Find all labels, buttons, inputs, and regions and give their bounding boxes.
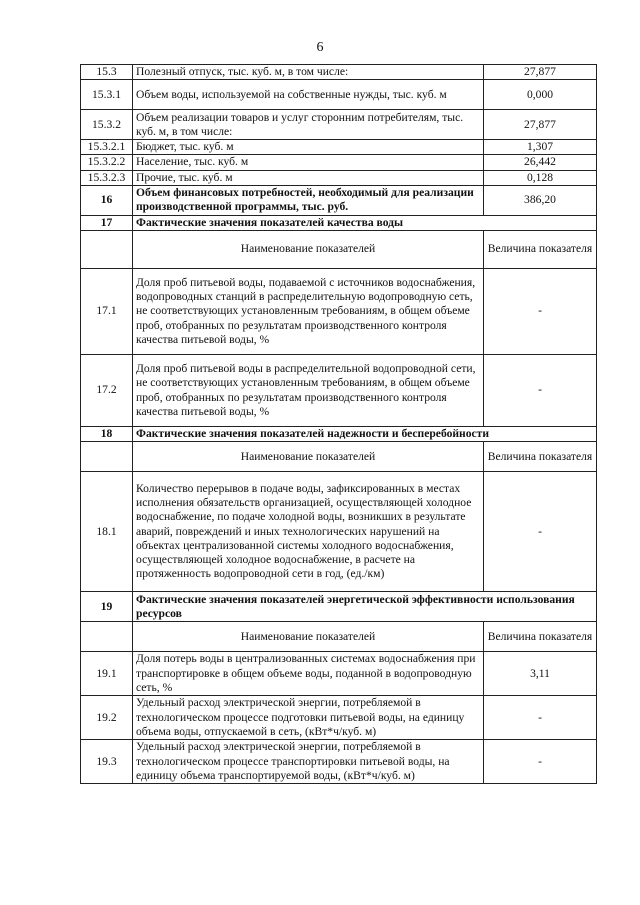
row-text: Прочие, тыс. куб. м	[133, 170, 484, 185]
row-text: Удельный расход электрической энергии, потребляемой в технологическом процессе подготовки питьевой воды, на единицу объема воды, отпускаемой в сеть, (кВт*ч/куб. м)	[133, 696, 484, 740]
section-title	[133, 592, 597, 622]
row-value: 26,442	[484, 155, 597, 170]
column-header-name: Наименование показателей	[133, 231, 484, 269]
row-value: 0,000	[484, 80, 597, 110]
table-row	[81, 110, 597, 140]
row-number	[81, 215, 133, 230]
column-header-name: Наименование показателей	[133, 622, 484, 652]
row-text: Бюджет, тыс. куб. м	[133, 140, 484, 155]
row-number: 19.1	[81, 652, 133, 696]
section-row	[81, 427, 597, 442]
table-row	[81, 696, 597, 740]
row-text: Объем реализации товаров и услуг сторонним потребителям, тыс. куб. м, в том числе:	[133, 110, 484, 140]
row-value: 0,128	[484, 170, 597, 185]
row-text: Количество перерывов в подаче воды, зафиксированных в местах исполнения обязательств организацией, осуществляющей холодное водоснабжение, по подаче холодной воды, возникших в результате аварий, повреждений и иных технологических нарушений на объектах централизованной системы холодного водоснабжения, осуществляющей холодное водоснабжение, в расчете на протяженность водопроводной сети в год, (ед./км)	[133, 472, 484, 592]
empty-cell	[81, 622, 133, 652]
row-number-text: 16	[100, 193, 113, 207]
page-number: 6	[316, 40, 324, 55]
row-number: 15.3.1	[81, 80, 133, 110]
row-number: 15.3.2.3	[81, 170, 133, 185]
row-value: 386,20	[484, 185, 597, 215]
subheader-row	[81, 622, 597, 652]
subheader-row	[81, 442, 597, 472]
section-title	[133, 427, 597, 442]
row-number: 15.3.2	[81, 110, 133, 140]
row-value: 27,877	[484, 110, 597, 140]
table-row	[81, 80, 597, 110]
table-row	[81, 65, 597, 80]
section-title-text: Фактические значения показателей качества воды	[136, 215, 404, 229]
column-header-value: Величина показателя	[484, 231, 597, 269]
table-row	[81, 652, 597, 696]
row-text	[133, 185, 484, 215]
row-number: 18.1	[81, 472, 133, 592]
section-title	[133, 215, 597, 230]
row-value: -	[484, 355, 597, 427]
row-number: 19.3	[81, 740, 133, 784]
row-number: 17.1	[81, 269, 133, 355]
table-row	[81, 740, 597, 784]
row-number: 15.3	[81, 65, 133, 80]
column-header-value: Величина показателя	[484, 622, 597, 652]
row-number	[81, 592, 133, 622]
table-row	[81, 155, 597, 170]
row-text: Доля проб питьевой воды, подаваемой с источников водоснабжения, водопроводных станций в распределительную водопроводную сеть, не соответствующих установленным требованиям, в общем объеме проб, отобранных по результатам производственного контроля качества питьевой воды, %	[133, 269, 484, 355]
row-value: -	[484, 740, 597, 784]
column-header-name: Наименование показателей	[133, 442, 484, 472]
row-number: 15.3.2.1	[81, 140, 133, 155]
table-row	[81, 472, 597, 592]
row-text: Население, тыс. куб. м	[133, 155, 484, 170]
table-row	[81, 269, 597, 355]
row-number-text: 19	[100, 599, 113, 613]
row-value: -	[484, 269, 597, 355]
table-row	[81, 140, 597, 155]
row-value: -	[484, 696, 597, 740]
section-row	[81, 592, 597, 622]
subheader-row	[81, 231, 597, 269]
row-text: Доля проб питьевой воды в распределительной водопроводной сети, не соответствующих установленным требованиям, в общем объеме проб, отобранных по результатам производственного контроля качества питьевой воды, %	[133, 355, 484, 427]
row-number: 15.3.2.2	[81, 155, 133, 170]
row-number-text: 17	[100, 215, 113, 229]
section-title-text: Фактические значения показателей энергетической эффективности использования ресурсов	[136, 592, 575, 620]
row-text-bold: Объем финансовых потребностей, необходимый для реализации производственной программы, тыс. руб.	[136, 186, 474, 214]
empty-cell	[81, 231, 133, 269]
indicators-table	[80, 64, 597, 784]
empty-cell	[81, 442, 133, 472]
table-row	[81, 170, 597, 185]
row-number: 17.2	[81, 355, 133, 427]
row-text: Объем воды, используемой на собственные нужды, тыс. куб. м	[133, 80, 484, 110]
row-value: -	[484, 472, 597, 592]
section-row	[81, 215, 597, 230]
table-row	[81, 355, 597, 427]
row-value: 1,307	[484, 140, 597, 155]
row-value: 27,877	[484, 65, 597, 80]
row-text: Полезный отпуск, тыс. куб. м, в том числе:	[133, 65, 484, 80]
row-value: 3,11	[484, 652, 597, 696]
row-number: 19.2	[81, 696, 133, 740]
column-header-value: Величина показателя	[484, 442, 597, 472]
row-number	[81, 427, 133, 442]
row-number-text: 18	[100, 427, 113, 441]
section-title-text: Фактические значения показателей надежности и бесперебойности	[136, 427, 490, 441]
table-row	[81, 185, 597, 215]
row-text: Удельный расход электрической энергии, потребляемой в технологическом процессе транспортировки питьевой воды, на единицу объема транспортируемой воды, (кВт*ч/куб. м)	[133, 740, 484, 784]
row-number	[81, 185, 133, 215]
row-text: Доля потерь воды в централизованных системах водоснабжения при транспортировке в общем объеме воды, поданной в водопроводную сеть, %	[133, 652, 484, 696]
